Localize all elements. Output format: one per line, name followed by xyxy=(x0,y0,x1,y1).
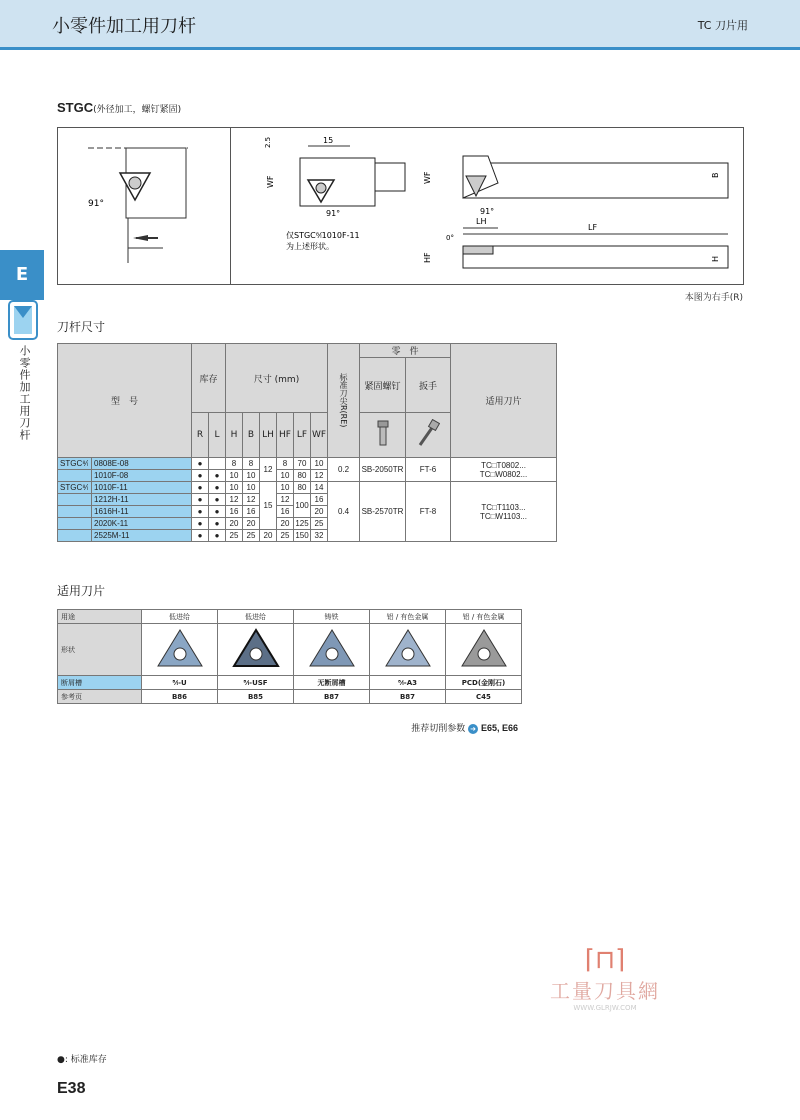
col-lh: LH xyxy=(260,413,277,458)
dim-15: 15 xyxy=(323,136,334,145)
dim-lh: LH xyxy=(476,217,487,226)
angle-label-3: 91° xyxy=(480,207,495,216)
page-number: E38 xyxy=(57,1080,86,1097)
arrow-right-icon: ➜ xyxy=(468,724,478,734)
col-lf: LF xyxy=(294,413,311,458)
insert-image-pcd xyxy=(446,624,522,676)
section-title-inserts: 适用刀片 xyxy=(57,584,106,598)
dim-hf: HF xyxy=(423,252,432,263)
col-re: 标准刀尖R(RE) xyxy=(328,344,360,458)
angle-label-1: 91° xyxy=(88,199,104,209)
insert-image-a3 xyxy=(370,624,446,676)
dim-wf: WF xyxy=(266,175,275,188)
spec-table: 型 号 库存 尺寸 (mm) 标准刀尖R(RE) 零 件 适用刀片 紧固螺钉 扳手 R L H B LH HF LF WF STGC⁸⁄ₗ 0808E-08 ● 8 8 12 8 70 10 0.2 SB-2050TR FT-6 TC□T0802... TC□W0802... 1010F-08 ● ● 10 10 10 80 12 STGC⁸⁄ₗ 1010F-11 ● ● 10 10 15 10 80 14 0.4 SB-2570TR FT-8 TC□T1103... TC□W1103... 1212H-11 ● ● 12 12 12 100 16 1616H-11 ● ● 16 16 16 20 2020K-11 ● ● 20 20 20 125 25 2525M-11 ● ● 25 25 20 25 150 32 xyxy=(57,343,557,542)
drawing-note-2: 为上述形状。 xyxy=(286,242,334,251)
section-title-stgc xyxy=(57,100,181,115)
legend-footnote: ●: 标准库存 xyxy=(57,1055,107,1065)
col-r: R xyxy=(192,413,209,458)
section-tab[interactable]: E xyxy=(0,250,44,300)
dim-b: B xyxy=(711,172,720,178)
angle-label-2: 91° xyxy=(326,209,341,218)
insert-image-flat xyxy=(294,624,370,676)
col-dims: 尺寸 (mm) xyxy=(226,344,328,413)
model-prefix: STGC⁸⁄ₗ xyxy=(58,458,92,470)
dim-wf2: WF xyxy=(423,171,432,184)
model-code: 0808E-08 xyxy=(92,458,192,470)
category-label: TC 刀片用 xyxy=(697,19,748,32)
col-wrench: 扳手 xyxy=(406,358,451,413)
handedness-caption: 本图为右手(R) xyxy=(684,293,743,303)
col-insert: 适用刀片 xyxy=(451,344,557,458)
col-hf: HF xyxy=(277,413,294,458)
col-parts: 零 件 xyxy=(360,344,451,358)
section-title-dims: 刀杆尺寸 xyxy=(57,320,106,334)
model-name: STGC xyxy=(57,100,94,115)
col-wf: WF xyxy=(311,413,328,458)
page-title: 小零件加工用刀杆 xyxy=(52,16,196,37)
col-b: B xyxy=(243,413,260,458)
dim-lf: LF xyxy=(588,223,598,232)
screw-icon xyxy=(360,413,406,458)
col-stock: 库存 xyxy=(192,344,226,413)
tool-holder-icon xyxy=(8,300,38,340)
insert-image-usf xyxy=(218,624,294,676)
dim-h: H xyxy=(711,255,720,262)
col-model: 型 号 xyxy=(58,344,192,458)
col-l: L xyxy=(209,413,226,458)
insert-cell: TC□T0802... TC□W0802... xyxy=(451,458,557,482)
insert-table: 用途 低进给 低进给 铸铁 铝 / 有色金属 铝 / 有色金属 形状 断屑槽 ⁸⁄ₗ-U ⁸⁄ₗ-USF 无断屑槽 ⁸⁄ₗ-A3 PCD(金刚石) 参考页 B86 B85 B87 B87 C45 xyxy=(57,609,522,704)
model-desc: (外径加工，螺钉紧固) xyxy=(93,105,182,115)
diagram-box xyxy=(57,127,744,285)
col-h: H xyxy=(226,413,243,458)
insert-image-u xyxy=(142,624,218,676)
wrench-icon xyxy=(406,413,451,458)
cutting-params-ref[interactable]: 推荐切削参数 ➜ E65, E66 xyxy=(411,723,518,734)
watermark-logo: ⌈⊓⌉ 工量刀具網 WWW.GLRJW.COM xyxy=(550,945,660,1012)
col-screw: 紧固螺钉 xyxy=(360,358,406,413)
drawing-note-1: 仅STGC⁸⁄ₗ1010F-11 xyxy=(286,231,360,240)
angle-0: 0° xyxy=(446,234,454,242)
side-label: 小零件加工用刀杆 xyxy=(18,345,31,441)
technical-drawing xyxy=(58,128,743,284)
page-header xyxy=(0,0,800,50)
dim-25: 2.5 xyxy=(264,136,272,148)
